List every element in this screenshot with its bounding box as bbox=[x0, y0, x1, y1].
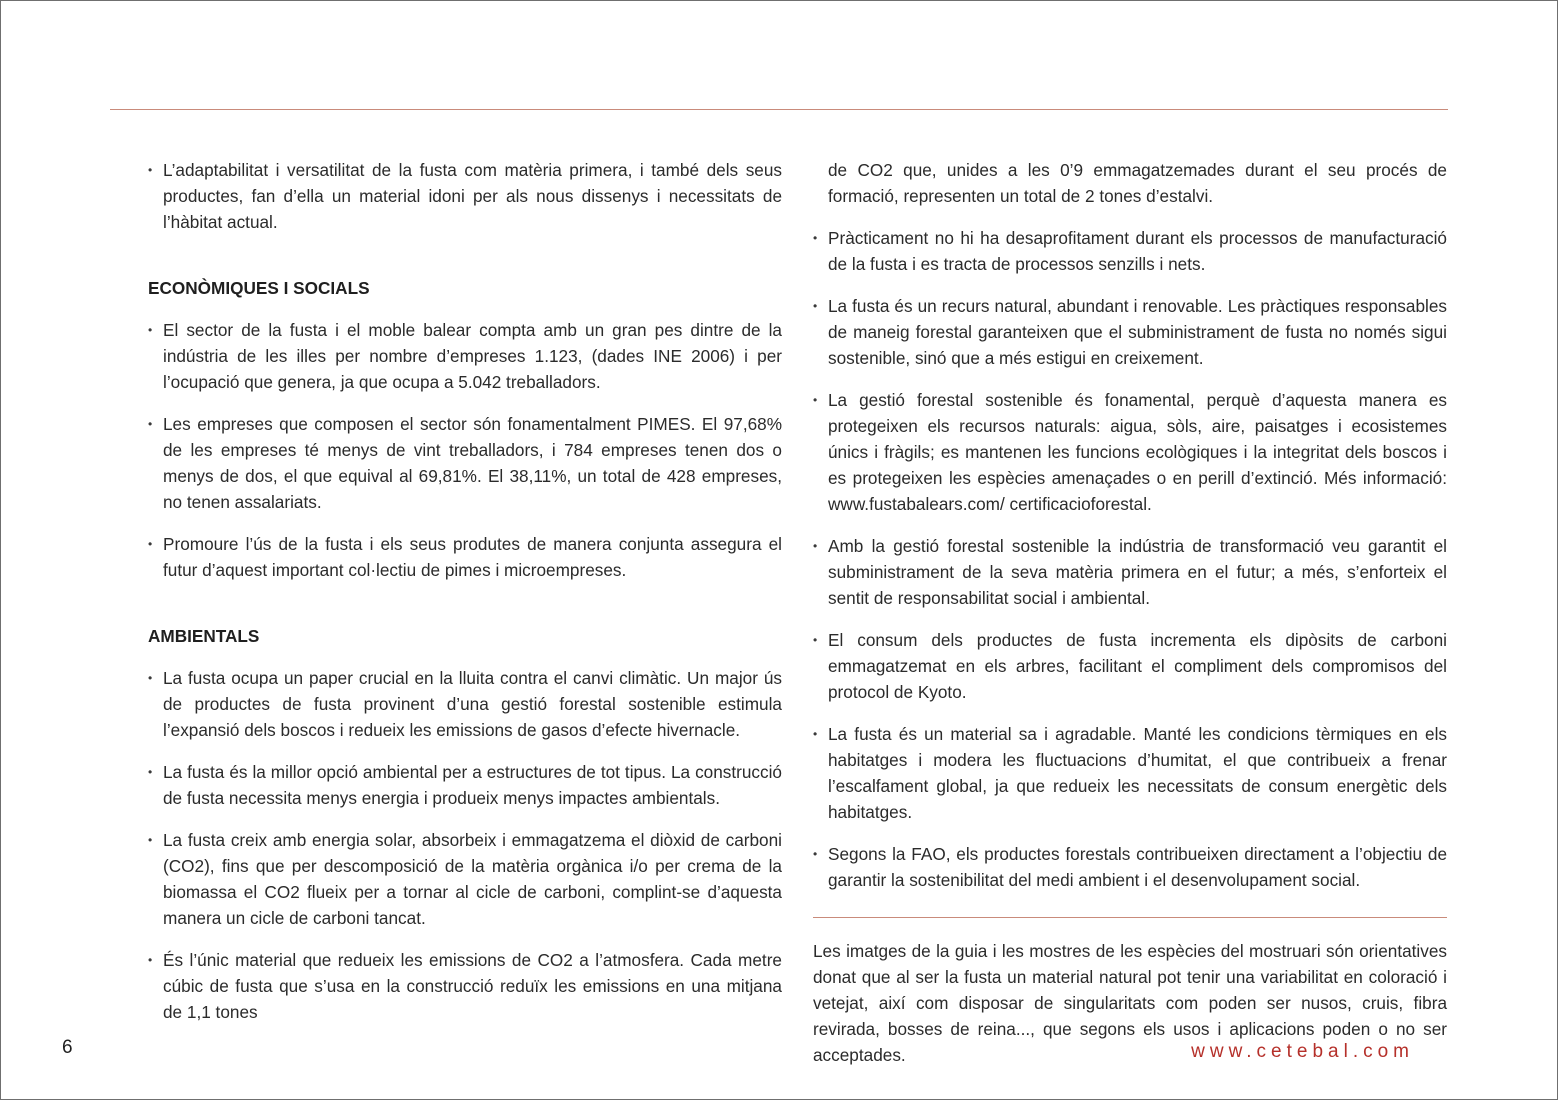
list-item: • El sector de la fusta i el moble balear compta amb un gran pes dintre de la indústria de les illes per nombre d’empreses 1.123, (dades INE 2006) i per l’ocupació que genera, ja que ocupa a 5.042 treballadors. bbox=[148, 317, 782, 395]
note-divider bbox=[813, 917, 1447, 918]
footer-website: www.cetebal.com bbox=[1191, 1041, 1414, 1062]
economiques-list bbox=[148, 317, 782, 583]
list-item: • La fusta creix amb energia solar, absorbeix i emmagatzema el diòxid de carboni (CO2), fins que per descomposició de la matèria orgànica i/o per crema de la biomassa el CO2 flueix per a tornar al cicle de carboni, complint-se d’aquesta manera un cicle de carboni tancat. bbox=[148, 827, 782, 931]
list-item: • És l’únic material que redueix les emissions de CO2 a l’atmosfera. Cada metre cúbic de fusta que s’usa en la construcció reduïx les emissions en una mitjana de 1,1 tones bbox=[148, 947, 782, 1025]
list-item: • El consum dels productes de fusta incrementa els dipòsits de carboni emmagatzemat en els arbres, facilitant el compliment dels compromisos del protocol de Kyoto. bbox=[813, 627, 1447, 705]
list-item: • Les empreses que composen el sector són fonamentalment PIMES. El 97,68% de les empreses té menys de vint treballadors, i 784 empreses tenen dos o menys de dos, el que equival al 69,81%. El 38,11%, un total de 428 empreses, no tenen assalariats. bbox=[148, 411, 782, 515]
disclaimer-note: Les imatges de la guia i les mostres de les espècies del mostruari són orientatives donat que al ser la fusta un material natural pot tenir una variabilitat en coloració i vetejat, així com disposar de singularitats com poden ser nusos, cruis, fibra revirada, bosses de reina..., que segons els usos i aplicacions poden o no ser acceptades. bbox=[813, 941, 1447, 1065]
page-number: 6 bbox=[62, 1037, 73, 1058]
intro-list bbox=[148, 157, 782, 235]
continued-paragraph: de CO2 que, unides a les 0’9 emmagatzemades durant el seu procés de formació, representen un total de 2 tones d’estalvi. bbox=[828, 160, 1447, 206]
right-list bbox=[813, 225, 1447, 893]
list-item: • Promoure l’ús de la fusta i els seus produtes de manera conjunta assegura el futur d’aquest important col·lectiu de pimes i microempreses. bbox=[148, 531, 782, 583]
list-item: • Pràcticament no hi ha desaprofitament durant els processos de manufacturació de la fusta i es tracta de processos senzills i nets. bbox=[813, 225, 1447, 277]
list-item: • La fusta és la millor opció ambiental per a estructures de tot tipus. La construcció de fusta necessita menys energia i produeix menys impactes ambientals. bbox=[148, 759, 782, 811]
left-column bbox=[148, 157, 782, 1041]
top-divider bbox=[110, 109, 1448, 110]
list-item: • L’adaptabilitat i versatilitat de la fusta com matèria primera, i també dels seus productes, fan d’ella un material idoni per als nous dissenys i necessitats de l’hàbitat actual. bbox=[148, 157, 782, 235]
list-item: • La gestió forestal sostenible és fonamental, perquè d’aquesta manera es protegeixen els recursos naturals: aigua, sòls, aire, paisatges i ecosistemes únics i fràgils; es mantenen les funcions ecològiques i la integritat dels boscos i es protegeixen les espècies amenaçades o en perill d’extinció. Més informació: www.fustabalears.com/ certificacioforestal. bbox=[813, 387, 1447, 517]
ambientals-list bbox=[148, 665, 782, 1025]
right-column bbox=[813, 157, 1447, 1068]
list-item: • La fusta ocupa un paper crucial en la lluita contra el canvi climàtic. Un major ús de productes de fusta provinent d’una gestió forestal sostenible estimula l’expansió dels boscos i redueix les emissions de gasos d’efecte hivernacle. bbox=[148, 665, 782, 743]
list-item: • Amb la gestió forestal sostenible la indústria de transformació veu garantit el subministrament de la seva matèria primera en el futur; a més, s’enforteix el sentit de responsabilitat social i ambiental. bbox=[813, 533, 1447, 611]
list-item: • La fusta és un material sa i agradable. Manté les condicions tèrmiques en els habitatges i modera les fluctuacions d’humitat, el que contribueix a frenar l’escalfament global, ja que redueix les necessitats de consum energètic dels habitatges. bbox=[813, 721, 1447, 825]
section-heading-ambientals: AMBIENTALS bbox=[148, 626, 260, 646]
section-heading-economiques: ECONÒMIQUES I SOCIALS bbox=[148, 278, 370, 298]
list-item: • La fusta és un recurs natural, abundant i renovable. Les pràctiques responsables de maneig forestal garanteixen que el subministrament de fusta no només sigui sostenible, sinó que a més estigui en creixement. bbox=[813, 293, 1447, 371]
list-item: • Segons la FAO, els productes forestals contribueixen directament a l’objectiu de garantir la sostenibilitat del medi ambient i el desenvolupament social. bbox=[813, 841, 1447, 893]
